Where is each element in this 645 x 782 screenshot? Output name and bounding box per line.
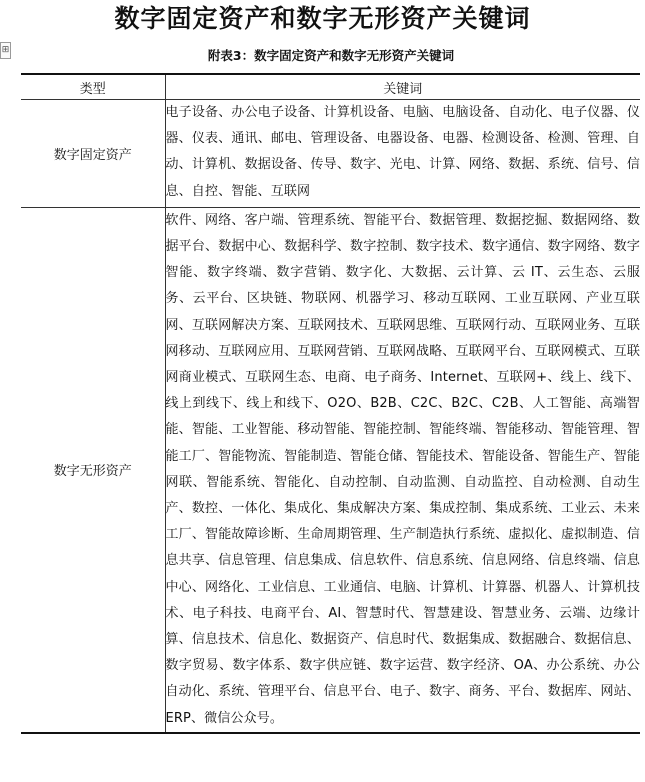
table-header-row: [21, 74, 640, 100]
keywords-table: [21, 73, 640, 734]
row-type-label: 数字无形资产: [21, 207, 165, 733]
row-keywords: 电子设备、办公电子设备、计算机设备、电脑、电脑设备、自动化、电子仪器、仪器、仪表、通讯、邮电、管理设备、电器设备、电器、检测设备、检测、管理、自动、计算机、数据设备、传导、数字、光电、计算、网络、数据、系统、信号、信息、自控、智能、互联网: [165, 100, 640, 208]
table-row: [21, 207, 640, 733]
table-row: [21, 100, 640, 208]
page-title: 数字固定资产和数字无形资产关键词: [114, 4, 531, 33]
header-keywords: 关键词: [165, 74, 640, 100]
table-caption: 附表3：数字固定资产和数字无形资产关键词: [207, 48, 455, 63]
row-type-label: 数字固定资产: [21, 100, 165, 208]
header-type: 类型: [21, 74, 165, 100]
row-keywords: 软件、网络、客户端、管理系统、智能平台、数据管理、数据挖掘、数据网络、数据平台、数据中心、数据科学、数字控制、数字技术、数字通信、数字网络、数字智能、数字终端、数字营销、数字化、大数据、云计算、云 IT、云生态、云服务、云平台、区块链、物联网、机器学习、移动互联网、工业互联网、产业互联网、互联网解决方案、互联网技术、互联网思维、互联网行动、互联网业务、互联网移动、互联网应用、互联网营销、互联网战略、互联网平台、互联网模式、互联网商业模式、互联网生态、电商、电子商务、Internet、互联网+、线上、线下、线上到线下、线上和线下、O2O、B2B、C2C、B2C、C2B、人工智能、高端智能、智能、工业智能、移动智能、智能控制、智能终端、智能移动、智能管理、智能工厂、智能物流、智能制造、智能仓储、智能技术、智能设备、智能生产、智能网联、智能系统、智能化、自动控制、自动监测、自动监控、自动检测、自动生产、数控、一体化、集成化、集成解决方案、集成控制、集成系统、工业云、未来工厂、智能故障诊断、生命周期管理、生产制造执行系统、虚拟化、虚拟制造、信息共享、信息管理、信息集成、信息软件、信息系统、信息网络、信息终端、信息中心、网络化、工业信息、工业通信、电脑、计算机、计算器、机器人、计算机技术、电子科技、电商平台、AI、智慧时代、智慧建设、智慧业务、云端、边缘计算、信息技术、信息化、数据资产、信息时代、数据集成、数据融合、数据信息、数字贸易、数字体系、数字供应链、数字运营、数字经济、OA、办公系统、办公自动化、系统、管理平台、信息平台、电子、数字、商务、平台、数据库、网站、ERP、微信公众号。: [165, 207, 640, 733]
table-move-handle-icon[interactable]: ⊞: [0, 42, 11, 59]
